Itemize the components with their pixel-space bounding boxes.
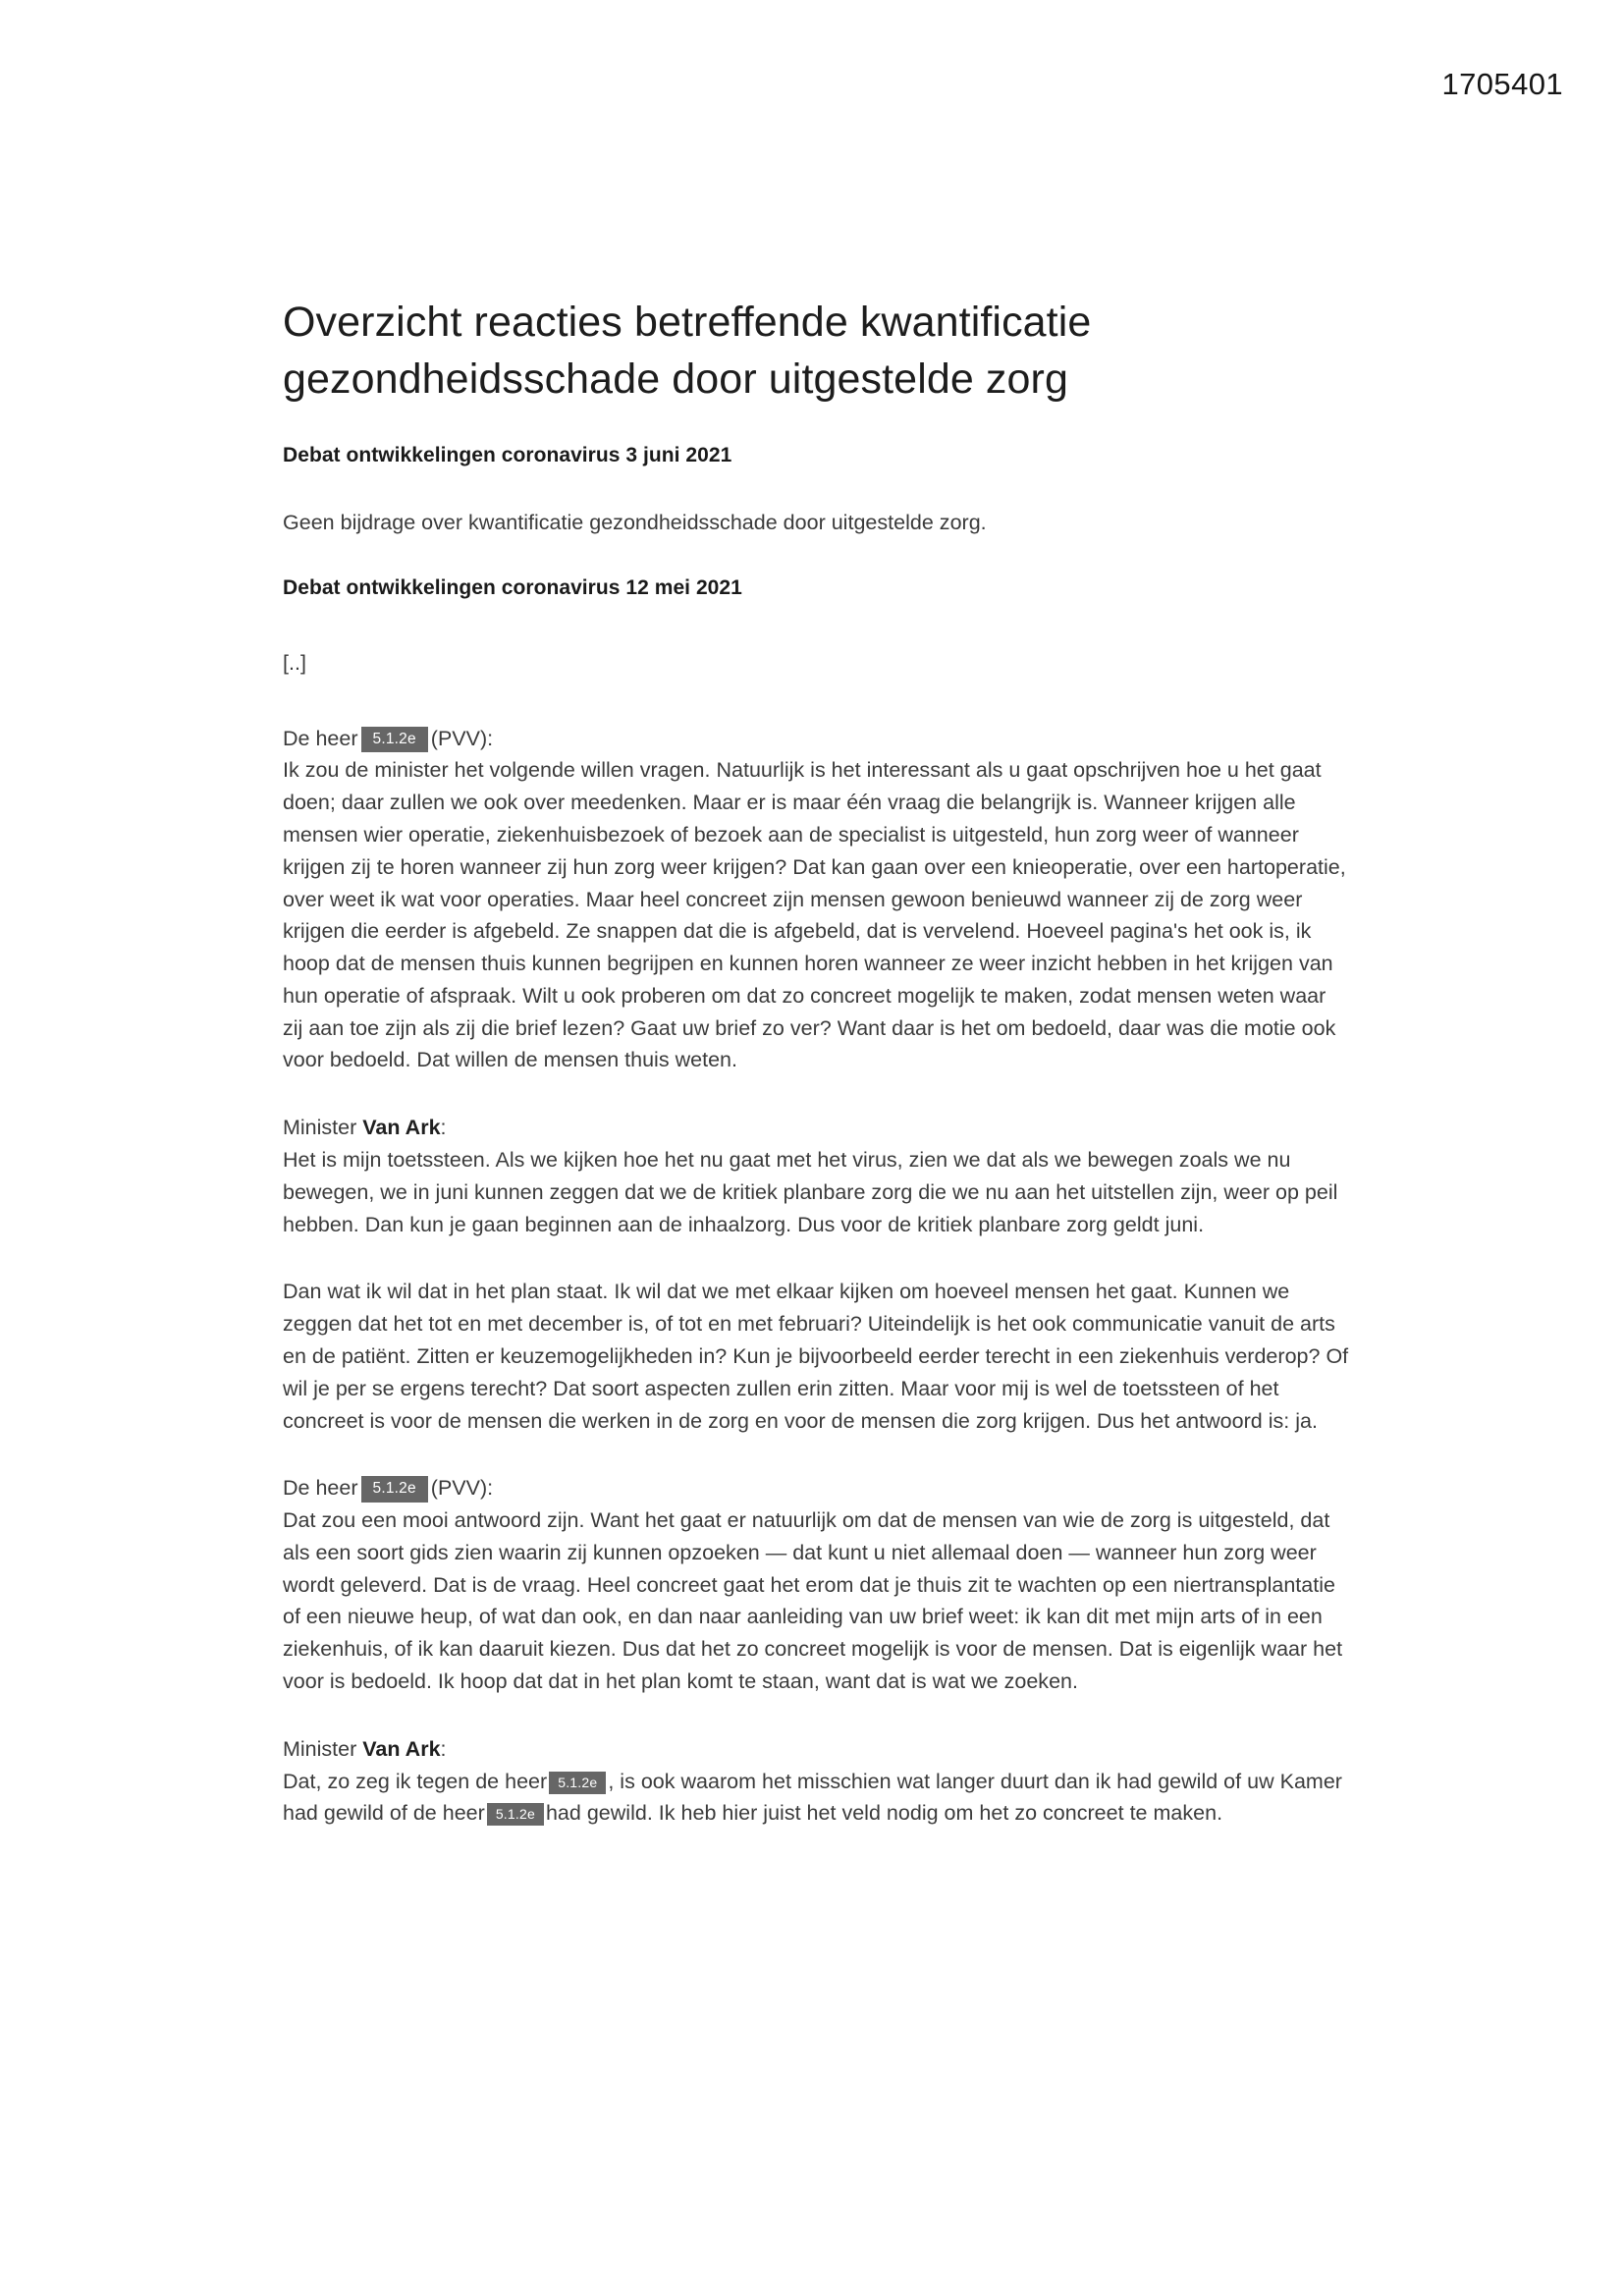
speaker-name: Van Ark xyxy=(362,1116,441,1140)
spacer xyxy=(283,1437,1349,1472)
spacer xyxy=(283,1240,1349,1276)
turn-body-minister-van-ark-1a: Het is mijn toetssteen. Als we kijken hoe het nu gaat met het virus, zien we dat als we bewegen zoals we nu bewegen, we in juni kunnen zeggen dat we de kritiek planbare zorg die we nu aan het uitstellen zijn, weer op peil hebben. Dan kun je gaan beginnen aan de inhaalzorg. Dus voor de kritiek planbare zorg geldt juni. xyxy=(283,1148,1338,1236)
document-content xyxy=(283,295,1349,1830)
spacer xyxy=(283,604,1349,647)
spacer xyxy=(283,680,1349,723)
ellipsis-marker: [..] xyxy=(283,650,306,675)
speaker-suffix: : xyxy=(440,1736,447,1761)
body-text-fragment: Dat, zo zeg ik tegen de heer xyxy=(283,1769,548,1793)
turn-body-minister-van-ark-2 xyxy=(283,1766,1349,1831)
speaker-prefix: Minister xyxy=(283,1116,357,1140)
redaction-badge: 5.1.2e xyxy=(361,1476,428,1503)
spacer xyxy=(283,1698,1349,1733)
section-heading-3-juni: Debat ontwikkelingen coronavirus 3 juni 2021 xyxy=(283,444,732,467)
turn-body-minister-van-ark-1b: Dan wat ik wil dat in het plan staat. Ik wil dat we met elkaar kijken om hoeveel mensen het gaat. Kunnen we zeggen dat het tot en met december is, of tot en met februari? Uiteindelijk is het ook communicatie vanuit de arts en de patiënt. Zitten er keuzemogelijkheden in? Kun je bijvoorbeeld eerder terecht in een ziekenhuis verderop? Of wil je per se ergens terecht? Dat soort aspecten zullen erin zitten. Maar voor mij is wel de toetssteen of het concreet is voor de mensen die werken in de zorg en voor de mensen die zorg krijgen. Dus het antwoord is: ja. xyxy=(283,1280,1349,1433)
body-text-fragment: , is ook waarom het misschien wat langer duurt dan ik had gewild of uw Kamer had gewild of de heer xyxy=(283,1769,1342,1826)
speaker-line-minister-van-ark-1 xyxy=(283,1112,1349,1144)
redaction-badge: 5.1.2e xyxy=(549,1772,606,1794)
speaker-suffix: (PVV): xyxy=(430,1476,494,1501)
speaker-line-minister-van-ark-2 xyxy=(283,1733,1349,1766)
section-paragraph-3-juni: Geen bijdrage over kwantificatie gezondheidsschade door uitgestelde zorg. xyxy=(283,510,987,534)
redaction-badge: 5.1.2e xyxy=(487,1803,544,1826)
speaker-line-de-heer-pvv-2 xyxy=(283,1472,1349,1504)
section-heading-12-mei: Debat ontwikkelingen coronavirus 12 mei 2021 xyxy=(283,576,742,600)
spacer xyxy=(283,538,1349,574)
speaker-suffix: : xyxy=(440,1116,447,1140)
turn-body-de-heer-pvv-1: Ik zou de minister het volgende willen vragen. Natuurlijk is het interessant als u gaat opschrijven hoe u het gaat doen; daar zullen we ook over meedenken. Maar er is maar één vraag die belangrijk is. Wanneer krijgen alle mensen wier operatie, ziekenhuisbezoek of bezoek aan de specialist is uitgesteld, hun zorg weer of wanneer krijgen zij te horen wanneer zij hun zorg weer krijgen? Dat kan gaan over een knieoperatie, over een hartoperatie, over weet ik wat voor operaties. Maar heel concreet zijn mensen gewoon benieuwd wanneer zij de zorg weer krijgen die eerder is afgebeld. Ze snappen dat die is afgebeld, dat is vervelend. Hoeveel pagina's het ook is, ik hoop dat de mensen thuis kunnen begrijpen en kunnen horen wanneer ze weer inzicht hebben in het krijgen van hun operatie of afspraak. Wilt u ook proberen om dat zo concreet mogelijk te maken, zodat mensen weten waar zij aan toe zijn als zij die brief lezen? Gaat uw brief zo ver? Want daar is het om bedoeld, daar was die motie ook voor bedoeld. Dat willen de mensen thuis weten. xyxy=(283,758,1346,1072)
page-number: 1705401 xyxy=(1441,67,1563,101)
redaction-badge: 5.1.2e xyxy=(361,727,428,753)
page-title: Overzicht reacties betreffende kwantificatie gezondheidsschade door uitgestelde zorg xyxy=(283,299,1092,403)
speaker-suffix: (PVV): xyxy=(430,726,494,750)
speaker-name: Van Ark xyxy=(362,1736,441,1761)
speaker-line-de-heer-pvv-1 xyxy=(283,723,1349,755)
spacer xyxy=(283,471,1349,507)
body-text-fragment: had gewild. Ik heb hier juist het veld nodig om het zo concreet te maken. xyxy=(545,1801,1223,1826)
spacer xyxy=(283,1076,1349,1112)
speaker-prefix: De heer xyxy=(283,1476,358,1501)
speaker-prefix: Minister xyxy=(283,1736,357,1761)
turn-body-de-heer-pvv-2: Dat zou een mooi antwoord zijn. Want het gaat er natuurlijk om dat de mensen van wie de zorg is uitgesteld, dat als een soort gids zien waarin zij kunnen opzoeken — dat kunt u niet allemaal doen — wanneer hun zorg weer wordt geleverd. Dat is de vraag. Heel concreet gaat het erom dat je thuis zit te wachten op een niertransplantatie of een nieuwe heup, of wat dan ook, en dan naar aanleiding van uw brief weet: ik kan dit met mijn arts of in een ziekenhuis, of ik kan daaruit kiezen. Dus dat het zo concreet mogelijk is voor de mensen. Dat is eigenlijk waar het voor is bedoeld. Ik hoop dat dat in het plan komt te staan, want dat is wat we zoeken. xyxy=(283,1508,1343,1693)
speaker-prefix: De heer xyxy=(283,726,358,750)
